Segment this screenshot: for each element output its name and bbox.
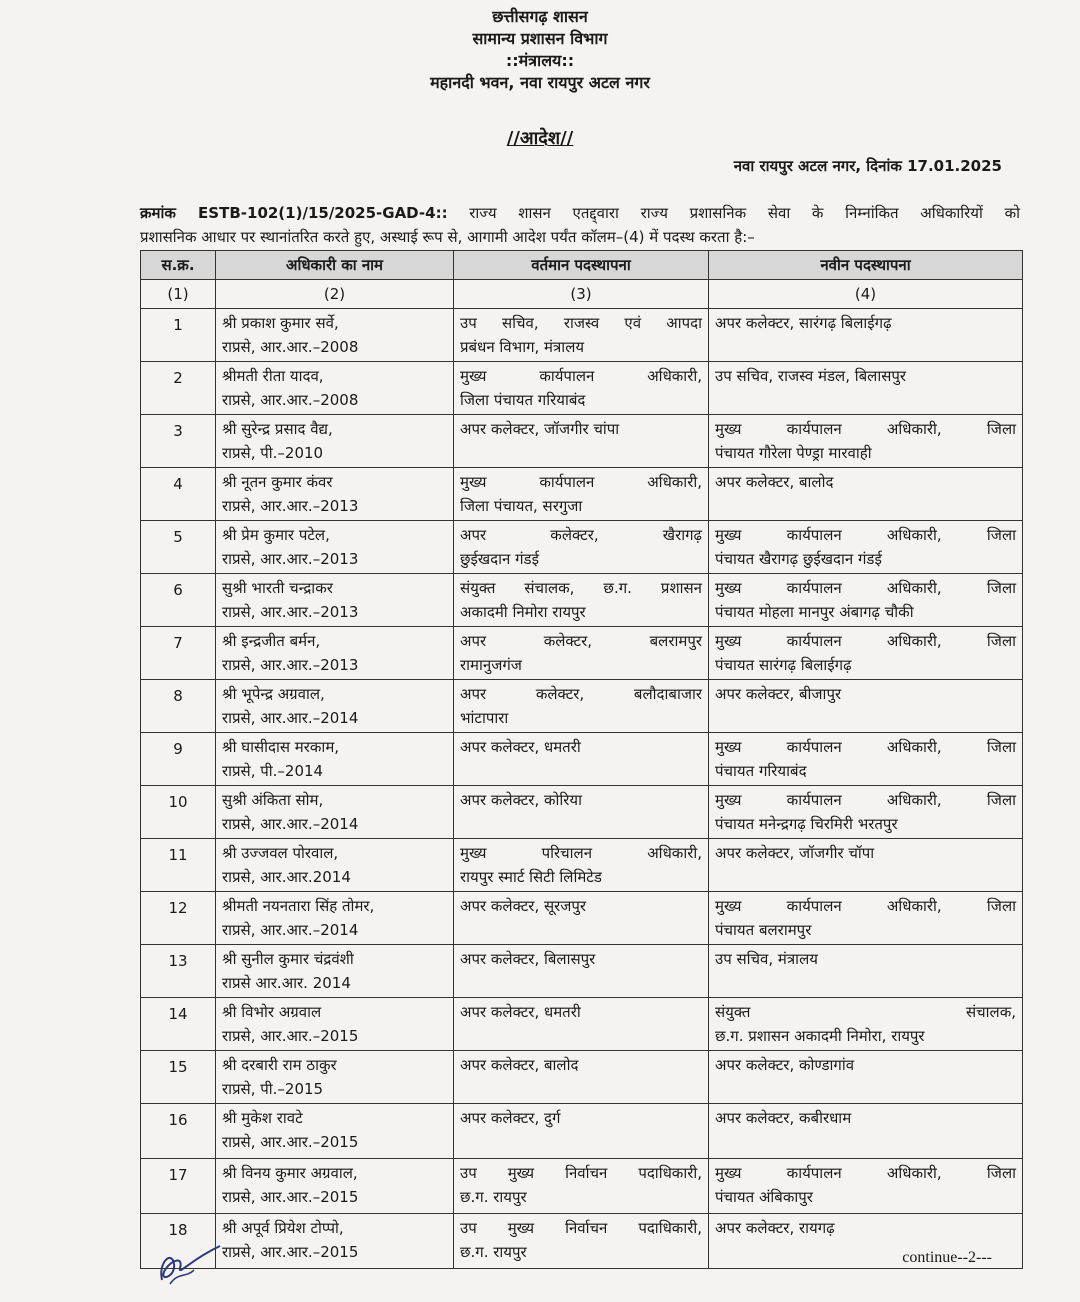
cell-current-posting-line: अपर कलेक्टर, सूरजपुर [460, 897, 587, 915]
place-date: नवा रायपुर अटल नगर, दिनांक 17.01.2025 [733, 157, 1002, 175]
col-header-officer-name: अधिकारी का नाम [216, 251, 454, 280]
cell-current-posting-line: अपर कलेक्टर, कोरिया [460, 791, 582, 809]
col-number: (3) [454, 280, 709, 309]
cell-officer-name [216, 786, 454, 839]
cell-new-posting-line: अपर कलेक्टर, कबीरधाम [715, 1109, 852, 1127]
cell-new-posting-line: पंचायत बलरामपुर [715, 921, 812, 939]
cell-new-posting-line: मुख्य कार्यपालन अधिकारी, जिला [715, 738, 1016, 756]
cell-new-posting-line: पंचायत मोहला मानपुर अंबागढ़ चौकी [715, 603, 914, 621]
cell-current-posting-line: रायपुर स्मार्ट सिटी लिमिटेड [460, 868, 602, 886]
cell-serial: 1 [141, 309, 216, 362]
cell-officer-name-line: श्री विभोर अग्रवाल [222, 1003, 322, 1021]
cell-new-posting-line: पंचायत अंबिकापुर [715, 1188, 813, 1206]
table-row [141, 1214, 1023, 1269]
order-intro [140, 201, 1020, 249]
cell-officer-name [216, 998, 454, 1051]
cell-officer-name-line: श्री विनय कुमार अग्रवाल, [222, 1164, 358, 1182]
cell-new-posting [709, 892, 1023, 945]
table-row [141, 839, 1023, 892]
cell-officer-name-line: श्री अपूर्व प्रियेश टोप्पो, [222, 1219, 344, 1237]
cell-officer-name-line: श्री भूपेन्द्र अग्रवाल, [222, 685, 325, 703]
table-colnum-row [141, 280, 1023, 309]
cell-officer-name-line: श्रीमती नयनतारा सिंह तोमर, [222, 897, 375, 915]
cell-serial: 16 [141, 1104, 216, 1159]
intro-line1: राज्य शासन एतद्द्वारा राज्य प्रशासनिक सेवा के निम्नांकित अधिकारियों को [447, 204, 1020, 222]
cell-serial: 15 [141, 1051, 216, 1104]
cell-current-posting-line: संयुक्त संचालक, छ.ग. प्रशासन [460, 579, 702, 597]
cell-current-posting [454, 574, 709, 627]
cell-new-posting-line: अपर कलेक्टर, बीजापुर [715, 685, 842, 703]
cell-current-posting [454, 786, 709, 839]
cell-serial: 9 [141, 733, 216, 786]
cell-officer-name [216, 627, 454, 680]
cell-officer-name [216, 362, 454, 415]
cell-serial: 17 [141, 1159, 216, 1214]
cell-current-posting-line: अपर कलेक्टर, खैरागढ़ [460, 526, 702, 544]
cell-current-posting [454, 892, 709, 945]
cell-new-posting [709, 1051, 1023, 1104]
cell-new-posting-line: पंचायत गौरेला पेण्ड्रा मारवाही [715, 444, 872, 462]
cell-current-posting-line: रामानुजगंज [460, 656, 522, 674]
intro-line2: प्रशासनिक आधार पर स्थानांतरित करते हुए, अस्थाई रूप से, आगामी आदेश पर्यंत कॉलम–(4) में पदस्थ करता है:– [140, 228, 755, 246]
cell-serial: 4 [141, 468, 216, 521]
transfer-table [140, 250, 1023, 1269]
cell-current-posting [454, 1104, 709, 1159]
cell-current-posting-line: उप मुख्य निर्वाचन पदाधिकारी, [460, 1164, 702, 1182]
cell-current-posting-line: उप सचिव, राजस्व एवं आपदा [460, 314, 702, 332]
cell-officer-name-line: राप्रसे, आर.आर.–2013 [222, 497, 359, 515]
cell-officer-name-line: राप्रसे, आर.आर.–2014 [222, 921, 359, 939]
cell-current-posting [454, 362, 709, 415]
cell-officer-name-line: श्री सुनील कुमार चंद्रवंशी [222, 950, 354, 968]
cell-serial: 7 [141, 627, 216, 680]
cell-current-posting-line: भांटापारा [460, 709, 509, 727]
cell-new-posting [709, 309, 1023, 362]
cell-current-posting-line: मुख्य कार्यपालन अधिकारी, [460, 473, 702, 491]
cell-officer-name [216, 1159, 454, 1214]
cell-new-posting [709, 680, 1023, 733]
cell-current-posting [454, 998, 709, 1051]
cell-officer-name [216, 733, 454, 786]
table-row [141, 892, 1023, 945]
cell-officer-name [216, 839, 454, 892]
cell-officer-name-line: श्री नूतन कुमार कंवर [222, 473, 333, 491]
order-reference: क्रमांक ESTB-102(1)/15/2025-GAD-4:: [140, 204, 448, 222]
cell-new-posting-line: अपर कलेक्टर, कोण्डागांव [715, 1056, 855, 1074]
cell-current-posting-line: अपर कलेक्टर, धमतरी [460, 738, 581, 756]
cell-officer-name-line: राप्रसे, आर.आर.–2014 [222, 709, 359, 727]
letterhead-ministry: ::मंत्रालय:: [505, 51, 575, 70]
cell-current-posting-line: अपर कलेक्टर, बलरामपुर [460, 632, 702, 650]
cell-officer-name-line: श्री सुरेन्द्र प्रसाद वैद्य, [222, 420, 333, 438]
cell-new-posting [709, 362, 1023, 415]
letterhead-address: महानदी भवन, नवा रायपुर अटल नगर [430, 73, 650, 92]
table-row [141, 415, 1023, 468]
cell-new-posting-line: संयुक्त संचालक, [715, 1003, 1016, 1021]
cell-serial: 2 [141, 362, 216, 415]
letterhead-govt: छत्तीसगढ़ शासन [492, 7, 588, 26]
order-title: //आदेश// [506, 128, 574, 149]
cell-officer-name-line: राप्रसे, आर.आर.–2013 [222, 550, 359, 568]
table-row [141, 945, 1023, 998]
cell-officer-name [216, 309, 454, 362]
cell-current-posting-line: उप मुख्य निर्वाचन पदाधिकारी, [460, 1219, 702, 1237]
cell-officer-name-line: राप्रसे आर.आर. 2014 [222, 974, 351, 992]
cell-new-posting [709, 945, 1023, 998]
cell-new-posting [709, 1104, 1023, 1159]
table-row [141, 574, 1023, 627]
cell-officer-name-line: श्रीमती रीता यादव, [222, 367, 324, 385]
cell-officer-name-line: श्री इन्द्रजीत बर्मन, [222, 632, 321, 650]
cell-current-posting [454, 309, 709, 362]
table-row [141, 786, 1023, 839]
cell-current-posting-line: प्रबंधन विभाग, मंत्रालय [460, 338, 585, 356]
cell-officer-name [216, 945, 454, 998]
cell-officer-name-line: सुश्री अंकिता सोम, [222, 791, 324, 809]
cell-officer-name-line: श्री उज्जवल पोरवाल, [222, 844, 339, 862]
cell-new-posting [709, 521, 1023, 574]
cell-current-posting-line: अपर कलेक्टर, बिलासपुर [460, 950, 596, 968]
cell-officer-name [216, 521, 454, 574]
cell-new-posting-line: पंचायत गरियाबंद [715, 762, 807, 780]
cell-officer-name [216, 892, 454, 945]
cell-new-posting-line: छ.ग. प्रशासन अकादमी निमोरा, रायपुर [715, 1027, 925, 1045]
col-header-new-posting: नवीन पदस्थापना [709, 251, 1023, 280]
cell-officer-name [216, 1214, 454, 1269]
cell-officer-name-line: श्री दरबारी राम ठाकुर [222, 1056, 337, 1074]
cell-current-posting-line: अपर कलेक्टर, धमतरी [460, 1003, 581, 1021]
cell-new-posting-line: पंचायत मनेन्द्रगढ़ चिरमिरी भरतपुर [715, 815, 898, 833]
cell-officer-name-line: राप्रसे, पी.–2010 [222, 444, 324, 462]
cell-current-posting [454, 1214, 709, 1269]
cell-officer-name-line: राप्रसे, आर.आर.–2015 [222, 1243, 359, 1261]
cell-officer-name-line: राप्रसे, आर.आर.–2008 [222, 338, 359, 356]
table-row [141, 309, 1023, 362]
cell-current-posting-line: अपर कलेक्टर, जॉजगीर चांपा [460, 420, 620, 438]
cell-new-posting-line: मुख्य कार्यपालन अधिकारी, जिला [715, 526, 1016, 544]
cell-current-posting-line: अपर कलेक्टर, दुर्ग [460, 1109, 561, 1127]
cell-new-posting-line: मुख्य कार्यपालन अधिकारी, जिला [715, 420, 1016, 438]
continue-note: continue--2--- [902, 1249, 992, 1266]
cell-officer-name [216, 1104, 454, 1159]
cell-current-posting [454, 468, 709, 521]
cell-new-posting-line: पंचायत सारंगढ़ बिलाईगढ़ [715, 656, 852, 674]
cell-current-posting-line: अकादमी निमोरा रायपुर [460, 603, 586, 621]
col-number: (2) [216, 280, 454, 309]
letterhead [0, 6, 1080, 94]
cell-current-posting-line: छ.ग. रायपुर [460, 1188, 527, 1206]
cell-officer-name [216, 415, 454, 468]
cell-new-posting-line: पंचायत खैरागढ़ छुईखदान गंडई [715, 550, 882, 568]
cell-current-posting [454, 680, 709, 733]
cell-officer-name-line: श्री प्रकाश कुमार सर्वे, [222, 314, 339, 332]
table-row [141, 680, 1023, 733]
cell-officer-name-line: श्री मुकेश रावटे [222, 1109, 303, 1127]
cell-serial: 3 [141, 415, 216, 468]
cell-officer-name-line: सुश्री भारती चन्द्राकर [222, 579, 333, 597]
cell-new-posting-line: मुख्य कार्यपालन अधिकारी, जिला [715, 791, 1016, 809]
cell-officer-name-line: श्री घासीदास मरकाम, [222, 738, 340, 756]
cell-current-posting-line: जिला पंचायत, सरगुजा [460, 497, 583, 515]
cell-new-posting-line: अपर कलेक्टर, सारंगढ़ बिलाईगढ़ [715, 314, 892, 332]
cell-officer-name-line: राप्रसे, पी.–2014 [222, 762, 324, 780]
cell-current-posting-line: अपर कलेक्टर, बालोद [460, 1056, 579, 1074]
cell-current-posting-line: जिला पंचायत गरियाबंद [460, 391, 586, 409]
cell-officer-name-line: राप्रसे, पी.–2015 [222, 1080, 324, 1098]
cell-current-posting [454, 1159, 709, 1214]
cell-new-posting-line: मुख्य कार्यपालन अधिकारी, जिला [715, 632, 1016, 650]
cell-new-posting-line: उप सचिव, मंत्रालय [715, 950, 818, 968]
cell-serial: 13 [141, 945, 216, 998]
col-header-current-posting: वर्तमान पदस्थापना [454, 251, 709, 280]
letterhead-department: सामान्य प्रशासन विभाग [472, 29, 608, 48]
cell-new-posting-line: अपर कलेक्टर, बालोद [715, 473, 834, 491]
cell-new-posting-line: मुख्य कार्यपालन अधिकारी, जिला [715, 897, 1016, 915]
cell-officer-name [216, 468, 454, 521]
cell-new-posting [709, 415, 1023, 468]
table-row [141, 1051, 1023, 1104]
cell-current-posting-line: छ.ग. रायपुर [460, 1243, 527, 1261]
cell-new-posting-line: अपर कलेक्टर, जॉजगीर चॉपा [715, 844, 875, 862]
col-number: (1) [141, 280, 216, 309]
cell-serial: 14 [141, 998, 216, 1051]
cell-serial: 5 [141, 521, 216, 574]
cell-officer-name-line: राप्रसे, आर.आर.–2008 [222, 391, 359, 409]
cell-officer-name-line: राप्रसे, आर.आर.–2014 [222, 815, 359, 833]
table-row [141, 362, 1023, 415]
cell-current-posting [454, 1051, 709, 1104]
cell-serial: 6 [141, 574, 216, 627]
cell-current-posting-line: मुख्य कार्यपालन अधिकारी, [460, 367, 702, 385]
cell-new-posting [709, 574, 1023, 627]
cell-officer-name-line: राप्रसे, आर.आर.–2015 [222, 1027, 359, 1045]
cell-officer-name-line: श्री प्रेम कुमार पटेल, [222, 526, 330, 544]
cell-new-posting [709, 998, 1023, 1051]
table-row [141, 998, 1023, 1051]
cell-current-posting [454, 945, 709, 998]
cell-current-posting-line: मुख्य परिचालन अधिकारी, [460, 844, 702, 862]
table-row [141, 468, 1023, 521]
cell-serial: 8 [141, 680, 216, 733]
table-row [141, 733, 1023, 786]
cell-officer-name-line: राप्रसे, आर.आर.–2013 [222, 603, 359, 621]
col-number: (4) [709, 280, 1023, 309]
col-header-serial: स.क्र. [141, 251, 216, 280]
cell-serial: 11 [141, 839, 216, 892]
cell-serial: 12 [141, 892, 216, 945]
cell-officer-name-line: राप्रसे, आर.आर.2014 [222, 868, 351, 886]
cell-current-posting [454, 415, 709, 468]
table-body [141, 309, 1023, 1269]
table-row [141, 1104, 1023, 1159]
table-row [141, 521, 1023, 574]
cell-officer-name-line: राप्रसे, आर.आर.–2015 [222, 1188, 359, 1206]
cell-officer-name [216, 1051, 454, 1104]
cell-new-posting [709, 468, 1023, 521]
cell-new-posting [709, 1159, 1023, 1214]
cell-officer-name-line: राप्रसे, आर.आर.–2013 [222, 656, 359, 674]
cell-new-posting [709, 839, 1023, 892]
cell-new-posting-line: उप सचिव, राजस्व मंडल, बिलासपुर [715, 367, 907, 385]
cell-new-posting [709, 733, 1023, 786]
table-row [141, 627, 1023, 680]
cell-serial: 18 [141, 1214, 216, 1269]
cell-new-posting-line: मुख्य कार्यपालन अधिकारी, जिला [715, 1164, 1016, 1182]
cell-new-posting [709, 786, 1023, 839]
cell-current-posting-line: अपर कलेक्टर, बलौदाबाजार [460, 685, 702, 703]
cell-new-posting-line: अपर कलेक्टर, रायगढ़ [715, 1219, 835, 1237]
cell-officer-name [216, 574, 454, 627]
cell-officer-name-line: राप्रसे, आर.आर.–2015 [222, 1133, 359, 1151]
table-row [141, 1159, 1023, 1214]
cell-current-posting [454, 627, 709, 680]
cell-serial: 10 [141, 786, 216, 839]
cell-new-posting [709, 627, 1023, 680]
signature [150, 1232, 230, 1292]
cell-current-posting [454, 839, 709, 892]
cell-new-posting-line: मुख्य कार्यपालन अधिकारी, जिला [715, 579, 1016, 597]
cell-current-posting-line: छुईखदान गंडई [460, 550, 539, 568]
cell-current-posting [454, 733, 709, 786]
cell-current-posting [454, 521, 709, 574]
table-header-row [141, 251, 1023, 280]
cell-officer-name [216, 680, 454, 733]
